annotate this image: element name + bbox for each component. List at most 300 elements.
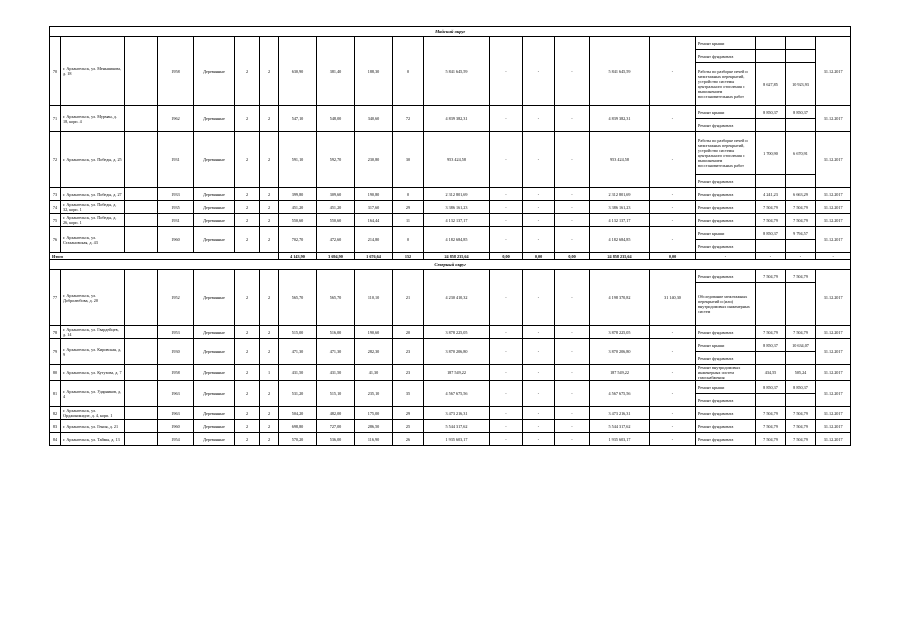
c4-cell: 3 870 206,80 bbox=[590, 339, 650, 365]
year-cell: 1931 bbox=[158, 132, 194, 188]
table-row bbox=[50, 433, 851, 446]
area-a-cell: 381,40 bbox=[317, 37, 355, 106]
residents-cell: 11 bbox=[393, 214, 424, 227]
district-header-row bbox=[50, 27, 851, 37]
completion-date-cell: 31.12.2017 bbox=[816, 339, 851, 365]
area-total-cell: 550,60 bbox=[279, 214, 317, 227]
max-unit-cost-cell: 7 504,79 bbox=[786, 407, 816, 420]
table-row bbox=[50, 420, 851, 433]
c2-cell: - bbox=[523, 270, 555, 326]
area-b-cell: 214,80 bbox=[355, 227, 393, 253]
c4-cell: 3 386 161,23 bbox=[590, 201, 650, 214]
residents-cell: 0 bbox=[393, 227, 424, 253]
year-cell: 1930 bbox=[158, 339, 194, 365]
completion-date-cell: 31.12.2017 bbox=[816, 326, 851, 339]
area-b-cell: 164,44 bbox=[355, 214, 393, 227]
area-b-cell: 282,30 bbox=[355, 339, 393, 365]
cost-total-cell: 953 424,58 bbox=[424, 132, 490, 188]
address-cell: г. Архангельск, ул. Победы, д. 32, корп. 1 bbox=[61, 201, 125, 214]
floors-cell: 2 bbox=[235, 227, 260, 253]
work-type-cell: Ремонт крыши bbox=[696, 106, 756, 119]
row-number: 71 bbox=[50, 106, 61, 132]
entrances-cell: 2 bbox=[260, 420, 279, 433]
empty-cell bbox=[125, 106, 158, 132]
material-cell: Деревянные bbox=[194, 433, 235, 446]
total-area-total: 4 143,90 bbox=[279, 253, 317, 260]
max-unit-cost-cell bbox=[786, 175, 816, 188]
cost-total-cell: 5 544 317,62 bbox=[424, 420, 490, 433]
entrances-cell: 1 bbox=[260, 365, 279, 381]
area-b-cell: 317,60 bbox=[355, 201, 393, 214]
max-unit-cost-cell: 9 794,57 bbox=[786, 227, 816, 240]
max-unit-cost-cell bbox=[786, 119, 816, 132]
cost-total-cell: 5 841 645,59 bbox=[424, 37, 490, 106]
cost-total-cell: 4 567 675,56 bbox=[424, 381, 490, 407]
empty-cell bbox=[125, 37, 158, 106]
c3-cell: - bbox=[555, 326, 590, 339]
area-a-cell: 536,00 bbox=[317, 433, 355, 446]
area-b-cell: 116,90 bbox=[355, 433, 393, 446]
max-unit-cost-cell bbox=[786, 283, 816, 326]
year-cell: 1963 bbox=[158, 407, 194, 420]
c3-cell: - bbox=[555, 132, 590, 188]
area-a-cell: 471,30 bbox=[317, 339, 355, 365]
area-b-cell: 190,60 bbox=[355, 326, 393, 339]
year-cell: 1958 bbox=[158, 365, 194, 381]
work-type-cell: Ремонт крыши bbox=[696, 339, 756, 352]
work-type-cell: Ремонт фундамента bbox=[696, 50, 756, 63]
floors-cell: 2 bbox=[235, 132, 260, 188]
area-b-cell: 188,30 bbox=[355, 37, 393, 106]
c2-cell: - bbox=[523, 407, 555, 420]
work-type-cell: Ремонт фундамента bbox=[696, 420, 756, 433]
row-number: 75 bbox=[50, 214, 61, 227]
total-c3: 0,00 bbox=[555, 253, 590, 260]
c1-cell: - bbox=[490, 214, 523, 227]
material-cell: Деревянные bbox=[194, 326, 235, 339]
district-name: Майский округ bbox=[50, 27, 851, 37]
completion-date-cell: 31.12.2017 bbox=[816, 420, 851, 433]
material-cell: Деревянные bbox=[194, 227, 235, 253]
total-cost-total: 24 858 235,64 bbox=[424, 253, 490, 260]
row-number: 82 bbox=[50, 407, 61, 420]
year-cell: 1935 bbox=[158, 201, 194, 214]
work-type-cell: Работы по разборке печей и межэтажных перекрытий, устройство системы центрального отопления с выполнением восстановительных работ bbox=[696, 63, 756, 106]
max-unit-cost-cell: 7 504,79 bbox=[786, 270, 816, 283]
c1-cell: - bbox=[490, 381, 523, 407]
area-a-cell: 451,20 bbox=[317, 201, 355, 214]
residents-cell: 30 bbox=[393, 132, 424, 188]
residents-cell: 26 bbox=[393, 433, 424, 446]
c5-cell: - bbox=[650, 433, 696, 446]
row-number: 70 bbox=[50, 37, 61, 106]
address-cell: г. Архангельск, ул. Мурман, д. 18, корп. 4 bbox=[61, 106, 125, 132]
address-cell: г. Архангельск, ул. Гения, д. 21 bbox=[61, 420, 125, 433]
unit-cost-cell bbox=[756, 352, 786, 365]
unit-cost-cell: 1 700,90 bbox=[756, 132, 786, 175]
area-a-cell: 431,50 bbox=[317, 365, 355, 381]
floors-cell: 2 bbox=[235, 37, 260, 106]
table-row bbox=[50, 227, 851, 240]
c2-cell: - bbox=[523, 37, 555, 106]
address-cell: г. Архангельск, ул. Таймы, д. 13 bbox=[61, 433, 125, 446]
area-total-cell: 698,80 bbox=[279, 420, 317, 433]
unit-cost-cell: 7 504,79 bbox=[756, 214, 786, 227]
cost-total-cell: 4 132 137,17 bbox=[424, 214, 490, 227]
district-header-row bbox=[50, 260, 851, 270]
c5-cell: - bbox=[650, 420, 696, 433]
c4-cell: 4 567 675,56 bbox=[590, 381, 650, 407]
c1-cell: - bbox=[490, 132, 523, 188]
entrances-cell: 2 bbox=[260, 214, 279, 227]
table-row bbox=[50, 326, 851, 339]
c1-cell: - bbox=[490, 326, 523, 339]
material-cell: Деревянные bbox=[194, 407, 235, 420]
c2-cell: - bbox=[523, 188, 555, 201]
area-total-cell: 591,10 bbox=[279, 132, 317, 188]
c1-cell: - bbox=[490, 37, 523, 106]
cost-total-cell: 3 473 216,31 bbox=[424, 407, 490, 420]
material-cell: Деревянные bbox=[194, 365, 235, 381]
unit-cost-cell: 8 850,37 bbox=[756, 106, 786, 119]
area-total-cell: 451,20 bbox=[279, 201, 317, 214]
work-type-cell: Ремонт фундамента bbox=[696, 407, 756, 420]
residents-cell: 29 bbox=[393, 201, 424, 214]
floors-cell: 2 bbox=[235, 381, 260, 407]
c2-cell: - bbox=[523, 326, 555, 339]
c1-cell: - bbox=[490, 270, 523, 326]
max-unit-cost-cell bbox=[786, 50, 816, 63]
unit-cost-cell: 8 850,37 bbox=[756, 381, 786, 394]
residents-cell: 21 bbox=[393, 270, 424, 326]
completion-date-cell: 31.12.2017 bbox=[816, 407, 851, 420]
entrances-cell: 2 bbox=[260, 188, 279, 201]
table-row bbox=[50, 201, 851, 214]
cost-total-cell: 1 935 603,17 bbox=[424, 433, 490, 446]
entrances-cell: 2 bbox=[260, 106, 279, 132]
c3-cell: - bbox=[555, 270, 590, 326]
year-cell: 1933 bbox=[158, 188, 194, 201]
residents-cell: 29 bbox=[393, 407, 424, 420]
address-cell: г. Архангельск, ул. Победы, д. 27 bbox=[61, 188, 125, 201]
table-row bbox=[50, 270, 851, 283]
area-a-cell: 482,00 bbox=[317, 407, 355, 420]
total-area-a: 3 694,90 bbox=[317, 253, 355, 260]
c3-cell: - bbox=[555, 381, 590, 407]
max-unit-cost-cell: 8 850,37 bbox=[786, 381, 816, 394]
row-number: 81 bbox=[50, 381, 61, 407]
completion-date-cell: 31.12.2017 bbox=[816, 365, 851, 381]
table-row bbox=[50, 407, 851, 420]
unit-cost-cell: 8 627,85 bbox=[756, 63, 786, 106]
floors-cell: 2 bbox=[235, 407, 260, 420]
table-row bbox=[50, 132, 851, 175]
area-b-cell: 175,00 bbox=[355, 407, 393, 420]
entrances-cell: 2 bbox=[260, 433, 279, 446]
material-cell: Деревянные bbox=[194, 106, 235, 132]
work-type-cell: Ремонт фундамента bbox=[696, 119, 756, 132]
c1-cell: - bbox=[490, 227, 523, 253]
empty-cell bbox=[125, 132, 158, 188]
c3-cell: - bbox=[555, 214, 590, 227]
work-type-cell: Обследование межэтажных перекрытий и (или) внутридомовых инженерных систем bbox=[696, 283, 756, 326]
area-a-cell: 516,00 bbox=[317, 326, 355, 339]
c2-cell: - bbox=[523, 339, 555, 365]
c4-cell: 2 312 801,69 bbox=[590, 188, 650, 201]
empty-cell bbox=[125, 407, 158, 420]
area-a-cell: 309,60 bbox=[317, 188, 355, 201]
empty-cell bbox=[125, 270, 158, 326]
c2-cell: - bbox=[523, 420, 555, 433]
row-number: 79 bbox=[50, 339, 61, 365]
row-number: 76 bbox=[50, 227, 61, 253]
residents-cell: 0 bbox=[393, 188, 424, 201]
total-c2: 0,00 bbox=[523, 253, 555, 260]
total-c1: 0,00 bbox=[490, 253, 523, 260]
area-b-cell: 340,60 bbox=[355, 106, 393, 132]
max-unit-cost-cell: 6 663,29 bbox=[786, 188, 816, 201]
c2-cell: - bbox=[523, 433, 555, 446]
c3-cell: - bbox=[555, 420, 590, 433]
unit-cost-cell bbox=[756, 50, 786, 63]
unit-cost-cell bbox=[756, 283, 786, 326]
area-total-cell: 431,50 bbox=[279, 365, 317, 381]
cost-total-cell: 4 230 410,32 bbox=[424, 270, 490, 326]
unit-cost-cell: 8 850,37 bbox=[756, 227, 786, 240]
work-type-cell: Ремонт фундамента bbox=[696, 188, 756, 201]
empty-cell bbox=[125, 433, 158, 446]
district-total-row bbox=[50, 253, 851, 260]
c4-cell: 953 424,58 bbox=[590, 132, 650, 188]
row-number: 83 bbox=[50, 420, 61, 433]
c4-cell: 4 839 382,31 bbox=[590, 106, 650, 132]
floors-cell: 2 bbox=[235, 365, 260, 381]
empty-cell bbox=[125, 188, 158, 201]
year-cell: 1960 bbox=[158, 227, 194, 253]
entrances-cell: 2 bbox=[260, 381, 279, 407]
c5-cell: - bbox=[650, 214, 696, 227]
material-cell: Деревянные bbox=[194, 270, 235, 326]
area-b-cell: 235,10 bbox=[355, 381, 393, 407]
floors-cell: 2 bbox=[235, 433, 260, 446]
residents-cell: 72 bbox=[393, 106, 424, 132]
c5-cell: - bbox=[650, 132, 696, 188]
row-number: 72 bbox=[50, 132, 61, 188]
residents-cell: 0 bbox=[393, 37, 424, 106]
c5-cell: - bbox=[650, 326, 696, 339]
row-number: 73 bbox=[50, 188, 61, 201]
work-type-cell: Ремонт фундамента bbox=[696, 201, 756, 214]
c1-cell: - bbox=[490, 407, 523, 420]
area-total-cell: 515,00 bbox=[279, 326, 317, 339]
c2-cell: - bbox=[523, 214, 555, 227]
empty-cell bbox=[125, 201, 158, 214]
address-cell: г. Архангельск, ул. Меньшикова, д. 18 bbox=[61, 37, 125, 106]
c5-cell: 31 140,30 bbox=[650, 270, 696, 326]
c1-cell: - bbox=[490, 433, 523, 446]
c4-cell: 4 132 137,17 bbox=[590, 214, 650, 227]
total-u2: - bbox=[786, 253, 816, 260]
residents-cell: 35 bbox=[393, 381, 424, 407]
max-unit-cost-cell: 10 634,07 bbox=[786, 339, 816, 352]
max-unit-cost-cell: 505,24 bbox=[786, 365, 816, 381]
area-a-cell: 727,00 bbox=[317, 420, 355, 433]
max-unit-cost-cell bbox=[786, 240, 816, 253]
c3-cell: - bbox=[555, 227, 590, 253]
work-type-cell: Ремонт фундамента bbox=[696, 433, 756, 446]
c1-cell: - bbox=[490, 188, 523, 201]
entrances-cell: 2 bbox=[260, 201, 279, 214]
area-total-cell: 570,20 bbox=[279, 433, 317, 446]
address-cell: г. Архангельск, ул. Добролюбова, д. 20 bbox=[61, 270, 125, 326]
c5-cell: - bbox=[650, 227, 696, 253]
c5-cell: - bbox=[650, 381, 696, 407]
material-cell: Деревянные bbox=[194, 201, 235, 214]
table-row bbox=[50, 381, 851, 394]
material-cell: Деревянные bbox=[194, 188, 235, 201]
unit-cost-cell: 7 504,79 bbox=[756, 420, 786, 433]
work-type-cell: Ремонт фундамента bbox=[696, 352, 756, 365]
work-type-cell: Ремонт фундамента bbox=[696, 270, 756, 283]
entrances-cell: 2 bbox=[260, 132, 279, 188]
work-type-cell: Ремонт крыши bbox=[696, 381, 756, 394]
c3-cell: - bbox=[555, 201, 590, 214]
c4-cell: 5 841 645,59 bbox=[590, 37, 650, 106]
district-name: Северный округ bbox=[50, 260, 851, 270]
completion-date-cell: 31.12.2017 bbox=[816, 201, 851, 214]
material-cell: Деревянные bbox=[194, 420, 235, 433]
cost-total-cell: 4 839 382,31 bbox=[424, 106, 490, 132]
unit-cost-cell: 434,55 bbox=[756, 365, 786, 381]
unit-cost-cell: 7 504,79 bbox=[756, 326, 786, 339]
floors-cell: 2 bbox=[235, 420, 260, 433]
c2-cell: - bbox=[523, 106, 555, 132]
entrances-cell: 2 bbox=[260, 326, 279, 339]
table-row bbox=[50, 37, 851, 50]
year-cell: 1931 bbox=[158, 214, 194, 227]
c3-cell: - bbox=[555, 407, 590, 420]
year-cell: 1954 bbox=[158, 433, 194, 446]
c5-cell: - bbox=[650, 407, 696, 420]
row-number: 84 bbox=[50, 433, 61, 446]
max-unit-cost-cell bbox=[786, 394, 816, 407]
completion-date-cell: 31.12.2017 bbox=[816, 270, 851, 326]
material-cell: Деревянные bbox=[194, 214, 235, 227]
work-type-cell: Ремонт фундамента bbox=[696, 175, 756, 188]
work-type-cell: Ремонт крыши bbox=[696, 227, 756, 240]
total-w: - bbox=[696, 253, 756, 260]
address-cell: г. Архангельск, ул. Победы, д. 26, корп. 1 bbox=[61, 214, 125, 227]
address-cell: г. Архангельск, ул. Победы, д. 25 bbox=[61, 132, 125, 188]
year-cell: 1958 bbox=[158, 37, 194, 106]
floors-cell: 2 bbox=[235, 270, 260, 326]
work-type-cell: Ремонт фундамента bbox=[696, 394, 756, 407]
max-unit-cost-cell: 7 504,79 bbox=[786, 420, 816, 433]
c3-cell: - bbox=[555, 433, 590, 446]
c5-cell: - bbox=[650, 339, 696, 365]
year-cell: 1963 bbox=[158, 381, 194, 407]
capital-repair-register-table bbox=[49, 26, 851, 446]
total-date: - bbox=[816, 253, 851, 260]
table-row bbox=[50, 365, 851, 381]
c3-cell: - bbox=[555, 188, 590, 201]
area-a-cell: 565,70 bbox=[317, 270, 355, 326]
row-number: 80 bbox=[50, 365, 61, 381]
area-total-cell: 399,80 bbox=[279, 188, 317, 201]
cost-total-cell: 4 182 684,85 bbox=[424, 227, 490, 253]
c4-cell: 1 935 603,17 bbox=[590, 433, 650, 446]
table-row bbox=[50, 106, 851, 119]
area-total-cell: 547,10 bbox=[279, 106, 317, 132]
residents-cell: 23 bbox=[393, 365, 424, 381]
unit-cost-cell bbox=[756, 240, 786, 253]
year-cell: 1952 bbox=[158, 270, 194, 326]
floors-cell: 2 bbox=[235, 106, 260, 132]
unit-cost-cell: 7 504,79 bbox=[756, 433, 786, 446]
max-unit-cost-cell: 7 504,79 bbox=[786, 326, 816, 339]
work-type-cell: Ремонт внутридомовых инженерных систем газоснабжения bbox=[696, 365, 756, 381]
c5-cell: - bbox=[650, 106, 696, 132]
completion-date-cell: 31.12.2017 bbox=[816, 381, 851, 407]
c5-cell: - bbox=[650, 37, 696, 106]
address-cell: г. Архангельск, ул. Кировская, д. 9 bbox=[61, 339, 125, 365]
max-unit-cost-cell: 7 504,79 bbox=[786, 214, 816, 227]
c5-cell: - bbox=[650, 201, 696, 214]
completion-date-cell: 31.12.2017 bbox=[816, 433, 851, 446]
empty-cell bbox=[125, 326, 158, 339]
cost-total-cell: 3 878 225,05 bbox=[424, 326, 490, 339]
unit-cost-cell: 8 850,37 bbox=[756, 339, 786, 352]
unit-cost-cell bbox=[756, 175, 786, 188]
c4-cell: 5 544 317,62 bbox=[590, 420, 650, 433]
total-c5: 0,00 bbox=[650, 253, 696, 260]
empty-cell bbox=[125, 227, 158, 253]
c5-cell: - bbox=[650, 365, 696, 381]
entrances-cell: 2 bbox=[260, 37, 279, 106]
max-unit-cost-cell: 7 504,79 bbox=[786, 201, 816, 214]
max-unit-cost-cell bbox=[786, 37, 816, 50]
year-cell: 1962 bbox=[158, 106, 194, 132]
max-unit-cost-cell: 10 923,93 bbox=[786, 63, 816, 106]
completion-date-cell: 31.12.2017 bbox=[816, 227, 851, 253]
table-row bbox=[50, 339, 851, 352]
area-total-cell: 565,70 bbox=[279, 270, 317, 326]
c4-cell: 187 549,22 bbox=[590, 365, 650, 381]
c2-cell: - bbox=[523, 365, 555, 381]
floors-cell: 2 bbox=[235, 201, 260, 214]
c4-cell: 4 198 370,82 bbox=[590, 270, 650, 326]
address-cell: г. Архангельск, ул. Орджоникидзе, д. 4, корп. 1 bbox=[61, 407, 125, 420]
c1-cell: - bbox=[490, 365, 523, 381]
area-b-cell: 286,50 bbox=[355, 420, 393, 433]
c2-cell: - bbox=[523, 227, 555, 253]
c1-cell: - bbox=[490, 201, 523, 214]
c3-cell: - bbox=[555, 339, 590, 365]
area-a-cell: 472,60 bbox=[317, 227, 355, 253]
entrances-cell: 2 bbox=[260, 339, 279, 365]
address-cell: г. Архангельск, ул. Ударников, д. 4 bbox=[61, 381, 125, 407]
material-cell: Деревянные bbox=[194, 339, 235, 365]
row-number: 78 bbox=[50, 326, 61, 339]
max-unit-cost-cell: 7 504,79 bbox=[786, 433, 816, 446]
floors-cell: 2 bbox=[235, 188, 260, 201]
table-row bbox=[50, 188, 851, 201]
year-cell: 1953 bbox=[158, 326, 194, 339]
c2-cell: - bbox=[523, 381, 555, 407]
completion-date-cell: 31.12.2017 bbox=[816, 188, 851, 201]
total-residents: 152 bbox=[393, 253, 424, 260]
address-cell: г. Архангельск, ул. Стахановская, д. 43 bbox=[61, 227, 125, 253]
